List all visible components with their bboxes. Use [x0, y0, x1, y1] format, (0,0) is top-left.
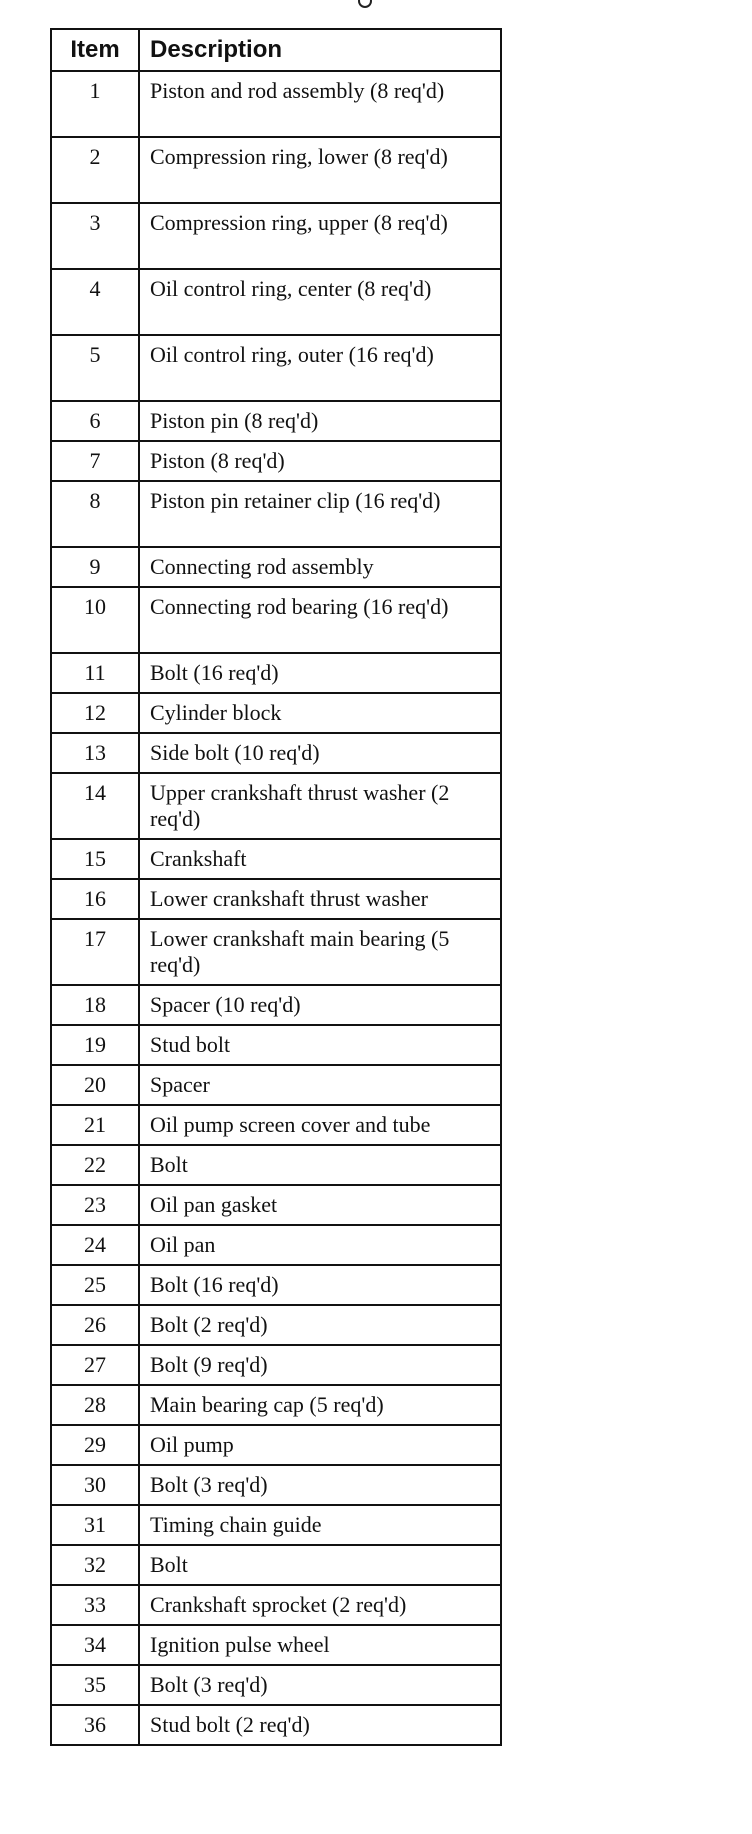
table-row: [51, 839, 501, 879]
item-description: Compression ring, upper (8 req'd): [139, 203, 501, 269]
table-row: [51, 1105, 501, 1145]
item-description: Bolt (2 req'd): [139, 1305, 501, 1345]
item-number: 36: [51, 1705, 139, 1745]
item-number: 29: [51, 1425, 139, 1465]
item-number: 9: [51, 547, 139, 587]
table-row: [51, 1705, 501, 1745]
item-description: Crankshaft: [139, 839, 501, 879]
item-description: Oil pump: [139, 1425, 501, 1465]
item-number: 31: [51, 1505, 139, 1545]
item-description: Bolt (16 req'd): [139, 1265, 501, 1305]
table-row: [51, 547, 501, 587]
item-description: Stud bolt: [139, 1025, 501, 1065]
item-number: 27: [51, 1345, 139, 1385]
parts-table: [50, 28, 502, 1746]
item-number: 21: [51, 1105, 139, 1145]
table-row: [51, 1665, 501, 1705]
description-column-header: Description: [139, 29, 501, 71]
item-number: 3: [51, 203, 139, 269]
item-number: 26: [51, 1305, 139, 1345]
table-row: [51, 335, 501, 401]
table-header-row: [51, 29, 501, 71]
item-description: Piston and rod assembly (8 req'd): [139, 71, 501, 137]
item-number: 25: [51, 1265, 139, 1305]
item-column-header: Item: [51, 29, 139, 71]
item-number: 6: [51, 401, 139, 441]
table-row: [51, 1465, 501, 1505]
table-row: [51, 71, 501, 137]
item-description: Bolt (16 req'd): [139, 653, 501, 693]
item-number: 16: [51, 879, 139, 919]
item-description: Upper crankshaft thrust washer (2 req'd): [139, 773, 501, 839]
item-description: Crankshaft sprocket (2 req'd): [139, 1585, 501, 1625]
item-description: Compression ring, lower (8 req'd): [139, 137, 501, 203]
table-row: [51, 985, 501, 1025]
item-description: Piston pin (8 req'd): [139, 401, 501, 441]
item-number: 10: [51, 587, 139, 653]
item-description: Connecting rod assembly: [139, 547, 501, 587]
item-description: Cylinder block: [139, 693, 501, 733]
table-row: [51, 733, 501, 773]
item-number: 19: [51, 1025, 139, 1065]
table-row: [51, 1185, 501, 1225]
item-description: Oil control ring, outer (16 req'd): [139, 335, 501, 401]
item-number: 1: [51, 71, 139, 137]
table-row: [51, 1065, 501, 1105]
item-number: 13: [51, 733, 139, 773]
table-row: [51, 441, 501, 481]
table-row: [51, 773, 501, 839]
item-description: Bolt (9 req'd): [139, 1345, 501, 1385]
item-description: Ignition pulse wheel: [139, 1625, 501, 1665]
table-row: [51, 653, 501, 693]
table-row: [51, 1425, 501, 1465]
item-description: Bolt: [139, 1145, 501, 1185]
table-row: [51, 1305, 501, 1345]
item-number: 12: [51, 693, 139, 733]
table-row: [51, 203, 501, 269]
table-row: [51, 137, 501, 203]
item-number: 4: [51, 269, 139, 335]
item-number: 5: [51, 335, 139, 401]
item-number: 30: [51, 1465, 139, 1505]
item-number: 15: [51, 839, 139, 879]
item-description: Lower crankshaft thrust washer: [139, 879, 501, 919]
table-row: [51, 269, 501, 335]
item-description: Oil pan gasket: [139, 1185, 501, 1225]
table-row: [51, 693, 501, 733]
item-description: Stud bolt (2 req'd): [139, 1705, 501, 1745]
item-number: 7: [51, 441, 139, 481]
item-description: Oil pan: [139, 1225, 501, 1265]
table-row: [51, 1025, 501, 1065]
item-number: 22: [51, 1145, 139, 1185]
table-row: [51, 1345, 501, 1385]
item-number: 23: [51, 1185, 139, 1225]
table-row: [51, 1505, 501, 1545]
item-description: Piston pin retainer clip (16 req'd): [139, 481, 501, 547]
table-row: [51, 1225, 501, 1265]
table-row: [51, 1385, 501, 1425]
table-row: [51, 1145, 501, 1185]
item-description: Connecting rod bearing (16 req'd): [139, 587, 501, 653]
item-description: Bolt (3 req'd): [139, 1665, 501, 1705]
table-row: [51, 1545, 501, 1585]
item-number: 33: [51, 1585, 139, 1625]
item-number: 34: [51, 1625, 139, 1665]
item-description: Spacer: [139, 1065, 501, 1105]
item-description: Spacer (10 req'd): [139, 985, 501, 1025]
table-row: [51, 879, 501, 919]
item-number: 20: [51, 1065, 139, 1105]
item-number: 8: [51, 481, 139, 547]
table-row: [51, 1625, 501, 1665]
item-number: 32: [51, 1545, 139, 1585]
table-row: [51, 919, 501, 985]
item-description: Bolt: [139, 1545, 501, 1585]
item-description: Oil pump screen cover and tube: [139, 1105, 501, 1145]
item-number: 14: [51, 773, 139, 839]
item-description: Oil control ring, center (8 req'd): [139, 269, 501, 335]
item-number: 2: [51, 137, 139, 203]
item-description: Main bearing cap (5 req'd): [139, 1385, 501, 1425]
table-row: [51, 1585, 501, 1625]
item-description: Piston (8 req'd): [139, 441, 501, 481]
table-row: [51, 1265, 501, 1305]
item-number: 11: [51, 653, 139, 693]
item-description: Lower crankshaft main bearing (5 req'd): [139, 919, 501, 985]
table-row: [51, 481, 501, 547]
item-description: Side bolt (10 req'd): [139, 733, 501, 773]
table-row: [51, 401, 501, 441]
item-number: 24: [51, 1225, 139, 1265]
item-number: 28: [51, 1385, 139, 1425]
item-number: 17: [51, 919, 139, 985]
item-number: 18: [51, 985, 139, 1025]
item-description: Timing chain guide: [139, 1505, 501, 1545]
item-number: 35: [51, 1665, 139, 1705]
item-description: Bolt (3 req'd): [139, 1465, 501, 1505]
cropped-heading-fragment: [352, 0, 382, 8]
table-row: [51, 587, 501, 653]
